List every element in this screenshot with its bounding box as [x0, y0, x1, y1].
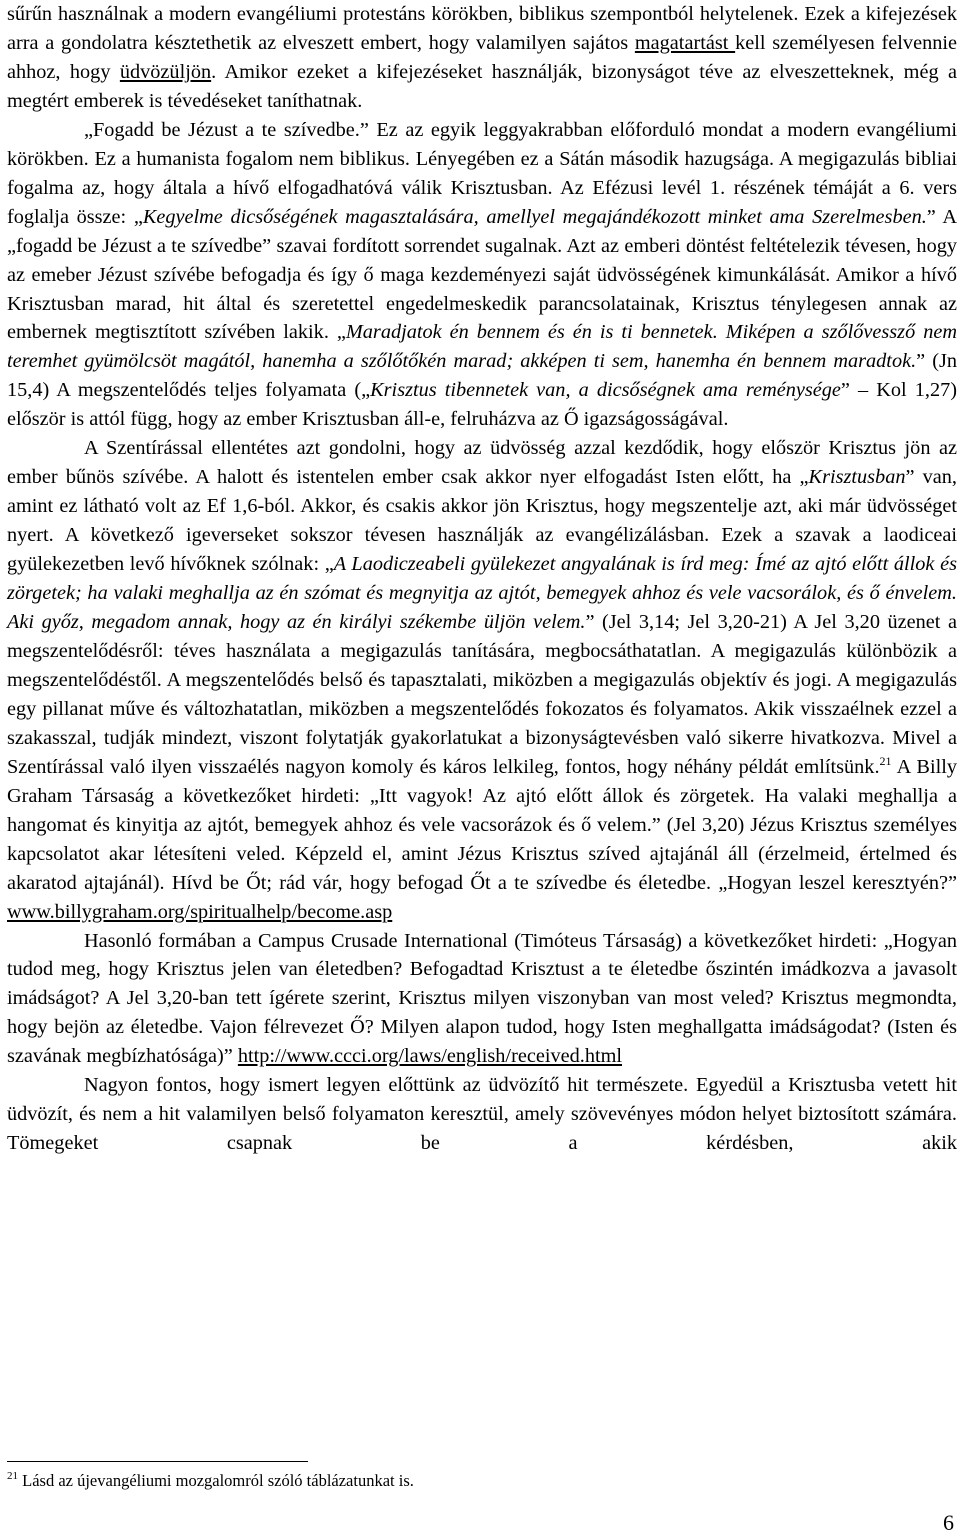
ccci-link[interactable]: http://www.ccci.org/laws/english/received.html [237, 1045, 622, 1068]
text-run: A Billy Graham Társaság a következőket hirdeti: „Itt vagyok! Az ajtó előtt állok és zörgetek. Ha valaki meghallja a hangomat és kinyitja az ajtót, bemegyek ahhoz és vele vacsorázok és ő velem.” (Jel 3,20) Jézus Krisztus személyes kapcsolatot akar létesíteni veled. Képzeld el, amint Jézus Krisztus szíved ajtajánál áll (érzelmeid, értelmed és akaratod ajtajánál). Hívd be Őt; rád vár, hogy befogad Őt a te szívedbe és életedbe. „Hogyan leszel keresztyén?” [7, 755, 957, 894]
text-run: ” van, amint ez látható volt az Ef 1,6-ból. Akkor, és csakis akkor jön Krisztus, hogy megszentelje azt, aki már üdvösséget nyert. A következő igeverseket sokszor tévesen használják az evangélizálásban. Ezek a szavak a laodiceai gyülekezetben levő hívőknek szólnak: „ [7, 466, 957, 576]
page-number: 6 [943, 1510, 954, 1535]
italic-quote: Maradjatok én bennem és én is ti bennetek. Miképen a szőlővessző nem teremhet gyümölcsöt magától, hanemha a szőlőtőkén marad; akképen ti sem, hanemha én bennem maradtok. [7, 321, 957, 373]
text-run: Hasonló formában a Campus Crusade International (Timóteus Társaság) a következőket hirdeti: „Hogyan tudod meg, hogy Krisztus jelen van életedben? Befogadtad Krisztust a te életedbe őszintén imádkozva a javasolt imádságot? A Jel 3,20-ban tett ígérete szerint, Krisztus milyen viszonyban van most veled? Krisztus megmondta, hogy bejön az életedbe. Vajon félrevezet Ő? Milyen alapon tudod, hogy Isten meghallgatta imádságodat? (Isten és szavának megbízhatósága)” [7, 929, 957, 1068]
hyperlink-udvozuljon[interactable]: üdvözüljön [119, 60, 212, 83]
italic-quote: Krisztus tibennetek van, a dicsőségnek ama reménysége [370, 379, 841, 402]
paragraph-5 [7, 1071, 957, 1158]
document-body [7, 0, 957, 1158]
text-run: ” – Kol 1,27) először is attól függ, hogy az ember Krisztusban áll-e, felruházva az Ő igazságosságával. [7, 379, 957, 431]
text-run: Nagyon fontos, hogy ismert legyen előttünk az üdvözítő hit természete. Egyedül a Krisztusba vetett hit üdvözít, és nem a hit valamilyen belső folyamaton keresztül, amely szövevényes módon helyet biztosított számára. Tömegeket csapnak be a kérdésben, akik [7, 1074, 957, 1155]
paragraph-3 [7, 434, 957, 926]
text-run: A Szentírással ellentétes azt gondolni, hogy az üdvösség azzal kezdődik, hogy először Krisztus jön az ember bűnös szívébe. A halott és istentelen ember csak akkor nyer elfogadást Isten előtt, ha „ [7, 437, 957, 489]
footnote-number: 21 [7, 1470, 18, 1482]
footnote-text: Lásd az újevangéliumi mozgalomról szóló táblázatunkat is. [22, 1471, 414, 1490]
paragraph-2 [7, 116, 957, 434]
text-run: . Amikor ezeket a kifejezéseket használják, bizonyságot téve az elveszetteknek, még a megtért emberek is tévedéseket taníthatnak. [7, 60, 957, 112]
paragraph-4 [7, 927, 957, 1072]
billygraham-link[interactable]: www.billygraham.org/spiritualhelp/become.asp [7, 900, 393, 923]
text-run: ” A „fogadd be Jézust a te szívedbe” szavai fordított sorrendet sugalnak. Azt az emberi döntést feltételezik tévesen, hogy az emeber Jézust szívébe befogadja és így ő maga kezdeményezi saját üdvösségének kimunkálását. Amikor a hívő Krisztusban marad, hit által és szeretettel engedelmeskedik parancsolatainak, Krisztus ténylegesen annak az embernek megtisztított szívében lakik. „ [7, 205, 957, 344]
italic-quote: Krisztusban [808, 466, 906, 489]
italic-quote: A Laodiczeabeli gyülekezet angyalának is írd meg: Ímé az ajtó előtt állok és zörgetek; ha valaki meghallja az én szómat és megnyitja az ajtót, bemegyek ahhoz és vele vacsorálok, és ő énvelem. Aki győz, megadom annak, hogy az én királyi székembe üljön velem. [7, 553, 957, 634]
footnote-separator [7, 1461, 308, 1462]
text-run: ” (Jel 3,14; Jel 3,20-21) A Jel 3,20 üzenet a megszentelődésről: téves használata a megigazulás tanítására, megbocsáthatatlan. A megigazulás különbözik a megszentelődéstől. A megszentelődés belső és tapasztalati, miközben a megigazulás objektív és jogi. A megigazulás egy pillanat műve és változhatatlan, miközben a megszentelődés fokozatos és folyamatos. Akik visszaélnek ezzel a szakasszal, tudják mindezt, viszont folytatják gyakorlatukat a bizonyságtevésben való sikerre hivatkozva. Mivel a Szentírással való ilyen visszaélés nagyon komoly és káros lelkileg, fontos, hogy néhány példát említsünk. [7, 611, 957, 778]
footnote [7, 1470, 947, 1492]
text-run: sűrűn használnak a modern evangéliumi protestáns körökben, biblikus szempontból helytelenek. Ezek a kifejezések arra a gondolatra késztethetik az elveszett embert, hogy valamilyen sajátos [7, 3, 957, 54]
text-run: ” (Jn 15,4) A megszentelődés teljes folyamata („ [7, 350, 958, 402]
italic-quote: Kegyelme dicsőségének magasztalására, amellyel megajándékozott minket ama Szerelmesben. [142, 205, 927, 228]
hyperlink-magatartast[interactable]: magatartást [634, 31, 736, 54]
text-run: kell személyesen felvennie ahhoz, hogy [7, 31, 957, 83]
text-run: „Fogadd be Jézust a te szívedbe.” Ez az egyik leggyakrabban előforduló mondat a modern evangéliumi körökben. Ez a humanista fogalom nem biblikus. Lényegében ez a Sátán második hazugsága. A megigazulás bibliai fogalma az, hogy általa a hívő elfogadhatóvá válik Krisztusban. Az Efézusi levél 1. részének témáját a 6. vers foglalja össze: „ [7, 118, 957, 228]
paragraph-1 [7, 0, 957, 116]
footnote-reference[interactable]: 21 [879, 753, 892, 768]
